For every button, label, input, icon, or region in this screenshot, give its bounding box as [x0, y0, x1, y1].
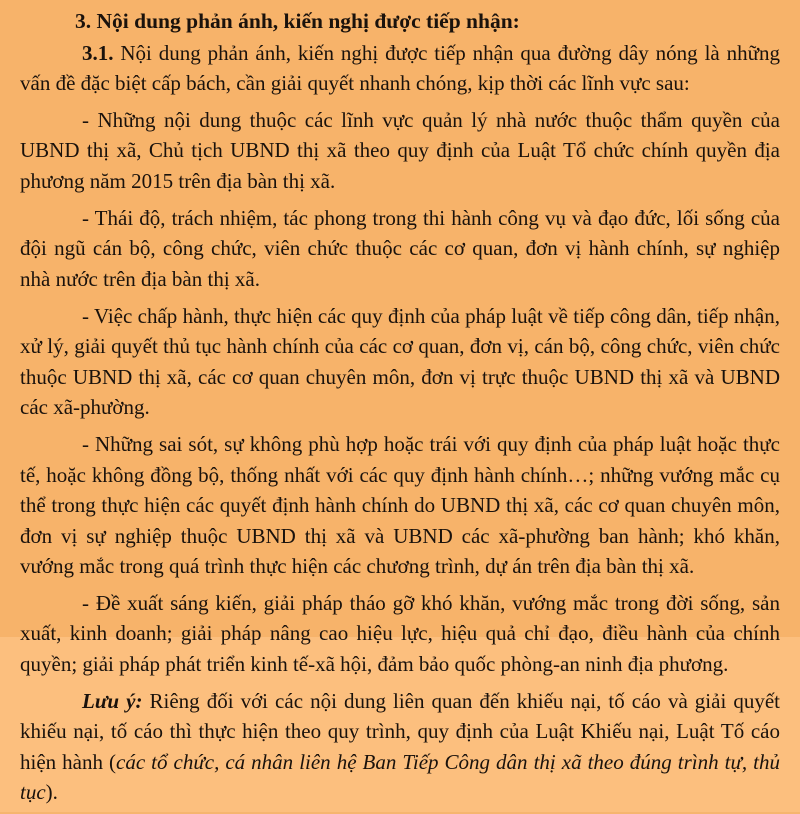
- bullet-item: - Những nội dung thuộc các lĩnh vực quản lý nhà nước thuộc thẩm quyền của UBND thị xã, Chủ tịch UBND thị xã theo quy định của Luật Tổ chức chính quyền địa phương năm 2015 trên địa bàn thị xã.: [20, 107, 780, 193]
- section-number: 3.1.: [82, 40, 114, 65]
- note-label: Lưu ý:: [82, 688, 143, 713]
- bullet-item: - Thái độ, trách nhiệm, tác phong trong thi hành công vụ và đạo đức, lối sống của đội ngũ cán bộ, công chức, viên chức thuộc các cơ quan, đơn vị hành chính, sự nghiệp nhà nước trên địa bàn thị xã.: [20, 205, 780, 291]
- bullet-item: - Những sai sót, sự không phù hợp hoặc trái với quy định của pháp luật hoặc thực tế, hoặc không đồng bộ, thống nhất với các quy định hành chính…; những vướng mắc cụ thể trong thực hiện các quyết định hành chính do UBND thị xã, các cơ quan chuyên môn, đơn vị sự nghiệp thuộc UBND thị xã và UBND các xã-phường ban hành; khó khăn, vướng mắc trong quá trình thực hiện các chương trình, dự án trên địa bàn thị xã.: [20, 432, 780, 579]
- note-text: Riêng đối với các nội dung liên quan đến khiếu nại, tố cáo và giải quyết khiếu nại, tố cáo thì thực hiện theo quy trình, quy định của Luật Khiếu nại, Luật Tố cáo hiện hành (: [20, 688, 780, 774]
- bullet-item: - Việc chấp hành, thực hiện các quy định của pháp luật về tiếp công dân, tiếp nhận, xử lý, giải quyết thủ tục hành chính của các cơ quan, đơn vị, cán bộ, công chức, viên chức thuộc UBND thị xã, các cơ quan chuyên môn, đơn vị trực thuộc UBND thị xã và UBND các xã-phường.: [20, 303, 780, 420]
- bullet-item: - Đề xuất sáng kiến, giải pháp tháo gỡ khó khăn, vướng mắc trong đời sống, sản xuất, kinh doanh; giải pháp nâng cao hiệu lực, hiệu quả chỉ đạo, điều hành của chính quyền; giải pháp phát triển kinh tế-xã hội, đảm bảo quốc phòng-an ninh địa phương.: [20, 590, 780, 676]
- section-heading: 3. Nội dung phản ánh, kiến nghị được tiếp nhận:: [75, 9, 520, 33]
- document-body: [20, 6, 780, 814]
- note-paragraph: [20, 686, 780, 808]
- note-end: ).: [45, 780, 58, 805]
- paragraph-3-1: [20, 38, 780, 99]
- note-italic-text: các tổ chức, cá nhân liên hệ Ban Tiếp Công dân thị xã theo đúng trình tự, thủ tục: [20, 749, 780, 805]
- paragraph-3-1-text: Nội dung phản ánh, kiến nghị được tiếp nhận qua đường dây nóng là những vấn đề đặc biệt cấp bách, cần giải quyết nhanh chóng, kịp thời các lĩnh vực sau:: [20, 40, 780, 95]
